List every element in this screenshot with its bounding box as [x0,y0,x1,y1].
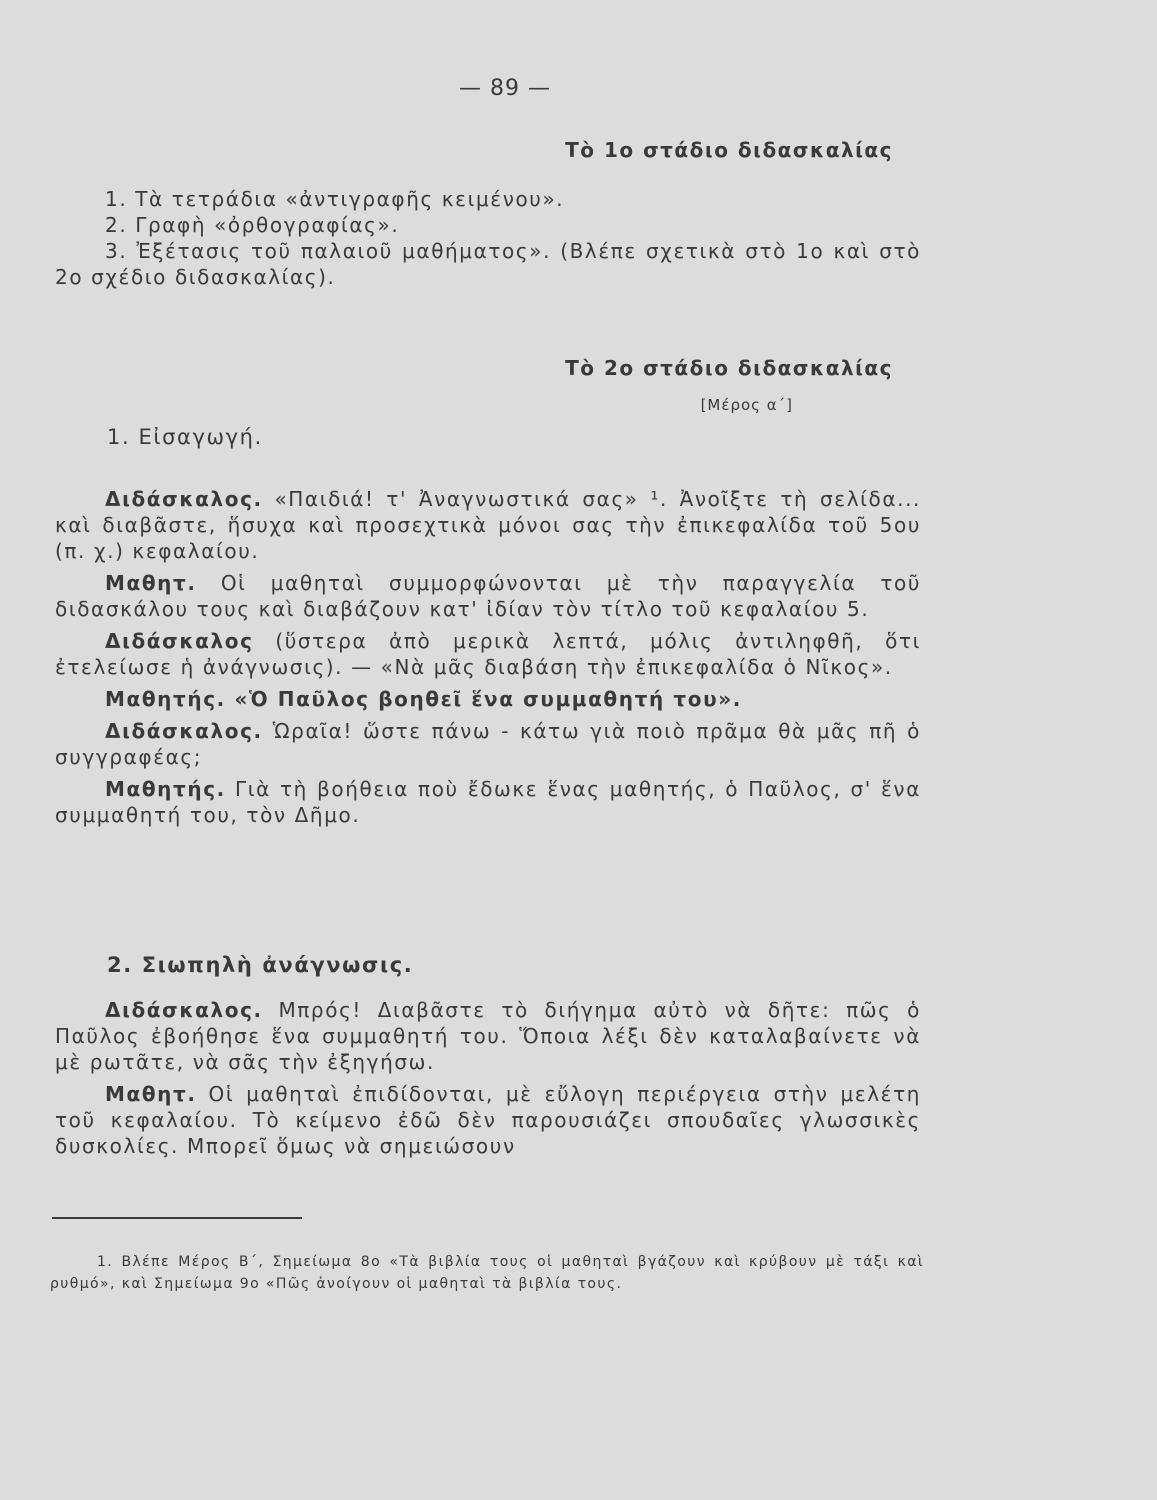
dialog-text: Γιὰ τὴ βοήθεια ποὺ ἔδωκε ἕνας μαθητής, ὁ Παῦλος, σ' ἕνα συμμαθητή του, τὸν Δῆμο. [55,777,921,827]
dialog-text: Οἱ μαθηταὶ ἐπιδίδονται, μὲ εὔλογη περιέργεια στὴν μελέτη τοῦ κεφαλαίου. Τὸ κείμενο ἐδῶ δὲν παρουσιάζει σπουδαῖες γλωσσικὲς δυσκολίες. Μπορεῖ ὅμως νὰ σημειώσουν [55,1082,921,1158]
dialog-text: «Ὁ Παῦλος βοηθεῖ ἕνα συμμαθητή του». [225,687,742,711]
footnote-divider [52,1217,302,1219]
stage2-subheading: [Μέρος α΄] [700,396,793,414]
section2-title: 2. Σιωπηλὴ ἀνάγνωσις. [107,953,414,977]
speaker: Διδάσκαλος. [105,719,263,743]
speaker: Μαθητ. [105,571,197,595]
dialog-text: «Παιδιά! τ' Ἀναγνωστικά σας» ¹. Ἀνοῖξτε τὴ σελίδα... καὶ διαβᾶστε, ἥσυχα καὶ προσεχτικὰ μόνοι σας τὴν ἐπικεφαλίδα τοῦ 5ου (π. χ.) κεφαλαίου. [55,487,921,563]
dialog-line [55,718,921,770]
list-item: 2. Γραφὴ «ὀρθογραφίας». [105,213,400,237]
stage2-heading: Τὸ 2ο στάδιο διδασκαλίας [565,356,893,380]
speaker: Διδάσκαλος. [105,487,263,511]
dialog-text: Μπρός! Διαβᾶστε τὸ διήγημα αὐτὸ νὰ δῆτε: πῶς ὁ Παῦλος ἐβοήθησε ἕνα συμμαθητή του. Ὅποια λέξι δὲν καταλαβαίνετε νὰ μὲ ρωτᾶτε, νὰ σᾶς τὴν ἐξηγήσω. [55,998,921,1074]
section2-dialog [55,997,921,1165]
dialog-text: Οἱ μαθηταὶ συμμορφώνονται μὲ τὴν παραγγελία τοῦ διδασκάλου τους καὶ διαβάζουν κατ' ἰδίαν τὸν τίτλο τοῦ κεφαλαίου 5. [55,571,921,621]
dialog-line [55,570,921,622]
dialog-line [55,997,921,1075]
dialog-line [55,776,921,828]
dialog-line [55,486,921,564]
section1-dialog [55,486,921,834]
dialog-text: (ὕστερα ἀπὸ μερικὰ λεπτά, μόλις ἀντιληφθῆ, ὅτι ἐτελείωσε ἡ ἀνάγνωσις). — «Νὰ μᾶς διαβάση τὴν ἐπικεφαλίδα ὁ Νῖκος». [55,629,921,679]
dialog-text: Ὡραῖα! ὥστε πάνω - κάτω γιὰ ποιὸ πρᾶμα θὰ μᾶς πῆ ὁ συγγραφέας; [55,719,921,769]
list-item: 3. Ἐξέτασις τοῦ παλαιοῦ μαθήματος». (Βλέπε σχετικὰ στὸ 1ο καὶ στὸ 2ο σχέδιο διδασκαλίας). [55,239,921,289]
speaker: Μαθητ. [105,1082,197,1106]
speaker: Διδάσκαλος. [105,998,263,1022]
page-number: — 89 — [459,76,551,101]
dialog-line [55,686,921,712]
dialog-line [55,1081,921,1159]
speaker: Μαθητής. [105,777,226,801]
speaker: Διδάσκαλος [105,629,254,653]
list-item: 1. Τὰ τετράδια «ἀντιγραφῆς κειμένου». [105,187,565,211]
stage1-list [55,186,921,290]
speaker: Μαθητής. [105,687,226,711]
footnotes [50,1251,924,1295]
footnote: 1. Βλέπε Μέρος Β΄, Σημείωμα 8ο «Τὰ βιβλία τους οἱ μαθηταὶ βγάζουν καὶ κρύβουν μὲ τάξι καὶ ρυθμό», καὶ Σημείωμα 9ο «Πῶς ἀνοίγουν οἱ μαθηταὶ τὰ βιβλία τους. [50,1254,924,1292]
section1-title: 1. Εἰσαγωγή. [107,425,263,449]
dialog-line [55,628,921,680]
stage1-heading: Τὸ 1ο στάδιο διδασκαλίας [565,138,893,162]
